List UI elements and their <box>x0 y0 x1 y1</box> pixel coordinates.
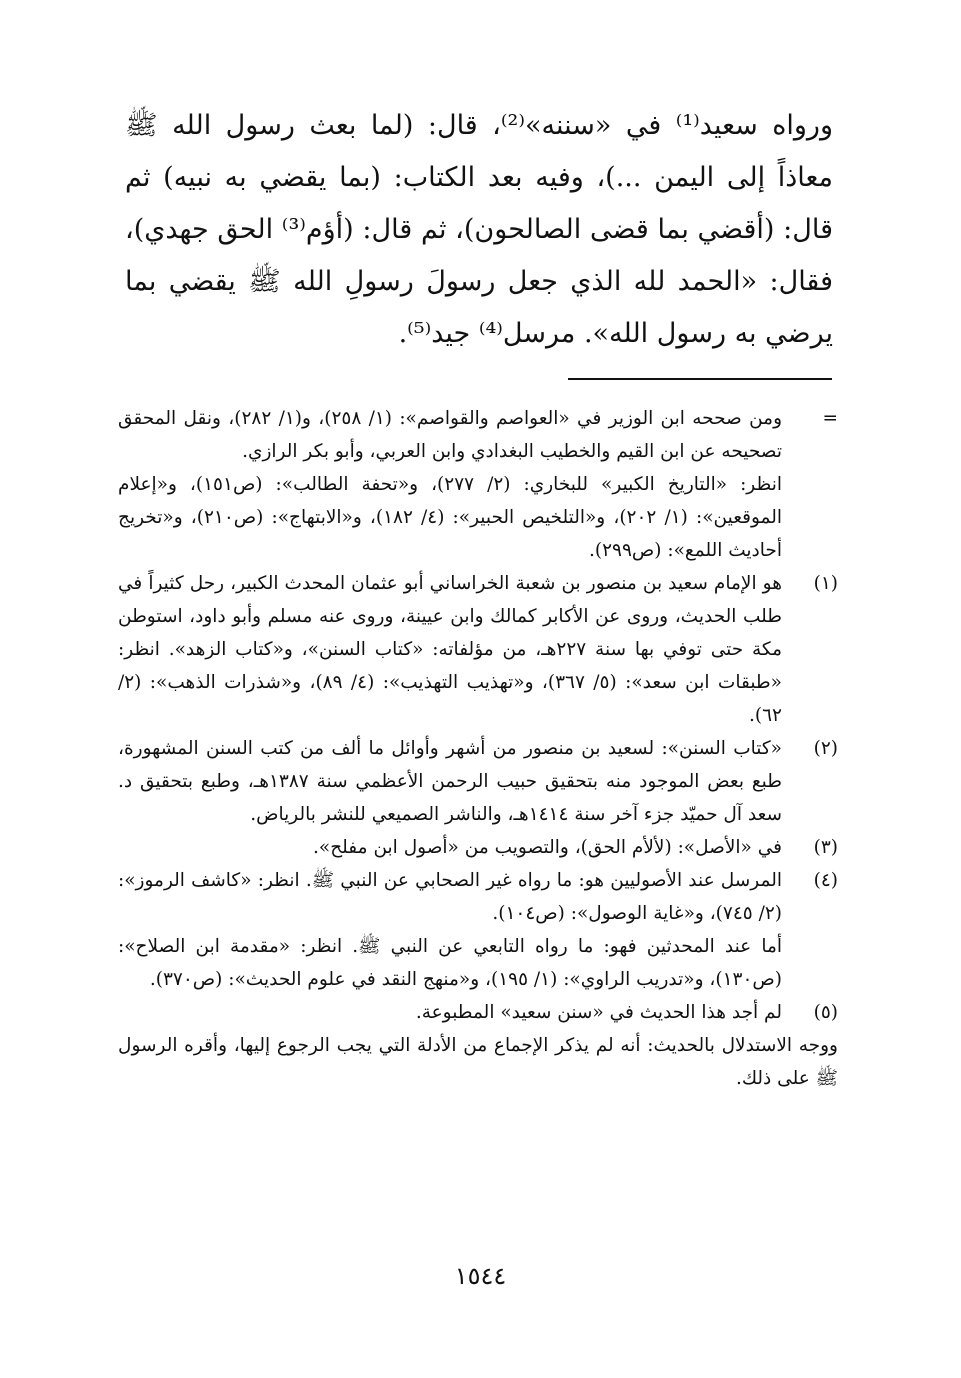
footnote-paragraph: ومن صححه ابن الوزير في «العواصم والقواصم»: (١/ ٢٥٨)، و(١/ ٢٨٢)، ونقل المحقق تصحيحه عن ابن القيم والخطيب البغدادي وابن العربي، وأبو بكر الرازي. <box>118 408 782 462</box>
main-body-text <box>125 100 833 360</box>
footnote-mark: (١) <box>813 573 838 594</box>
footnote-mark: = <box>822 408 838 429</box>
footnote-mark: (٣) <box>813 837 838 858</box>
footnote-paragraph: في «الأصل»: (لألأم الحق)، والتصويب من «أصول ابن مفلح». <box>313 837 782 858</box>
footnote-3 <box>118 831 838 864</box>
footnote-separator <box>568 378 832 380</box>
footnote-paragraph: المرسل عند الأصوليين هو: ما رواه غير الصحابي عن النبي ﷺ. انظر: «كاشف الرموز»: (٢/ ٧٤٥)، و«غاية الوصول»: (ص١٠٤). <box>118 870 782 924</box>
footnote-4 <box>118 864 838 996</box>
footnote-continued <box>118 402 838 567</box>
footnote-paragraph: «كتاب السنن»: لسعيد بن منصور من أشهر وأوائل ما ألف من كتب السنن المشهورة، طبع بعض الموجود منه بتحقيق حبيب الرحمن الأعظمي سنة ١٣٨٧هـ، وطبع بتحقيق د. سعد آل حميّد جزء آخر سنة ١٤١٤هـ، والناشر الصميعي للنشر بالرياض. <box>118 738 782 825</box>
footnote-1 <box>118 567 838 732</box>
closing-note: ووجه الاستدلال بالحديث: أنه لم يذكر الإجماع من الأدلة التي يجب الرجوع إليها، وأقره الرسول ﷺ على ذلك. <box>118 1035 838 1089</box>
footnote-mark: (٤) <box>813 870 838 891</box>
footnote-5 <box>118 996 838 1029</box>
footnote-paragraph: هو الإمام سعيد بن منصور بن شعبة الخراساني أبو عثمان المحدث الكبير، رحل كثيراً في طلب الحديث، وروى عن الأكابر كمالك وابن عيينة، وروى عنه مسلم وأبو داود، استوطن مكة حتى توفي بها سنة ٢٢٧هـ، من مؤلفاته: «كتاب السنن»، و«كتاب الزهد». انظر: «طبقات ابن سعد»: (٥/ ٣٦٧)، و«تهذيب التهذيب»: (٤/ ٨٩)، و«شذرات الذهب»: (٢/ ٦٢). <box>118 573 782 726</box>
footnote-mark: (٥) <box>813 1002 838 1023</box>
footnote-paragraph: أما عند المحدثين فهو: ما رواه التابعي عن النبي ﷺ. انظر: «مقدمة ابن الصلاح»: (ص١٣٠)، و«تدريب الراوي»: (١/ ١٩٥)، و«منهج النقد في علوم الحديث»: (ص٣٧٠). <box>118 936 782 990</box>
main-paragraph: ورواه سعيد⁽¹⁾ في «سننه»⁽²⁾، قال: (لما بعث رسول الله ﷺ معاذاً إلى اليمن ...)، وفيه بعد الكتاب: (بما يقضي به نبيه) ثم قال: (أقضي بما قضى الصالحون)، ثم قال: (أؤم⁽³⁾ الحق جهدي)، فقال: «الحمد لله الذي جعل رسولَ رسولِ الله ﷺ يقضي بما يرضي به رسول الله». مرسل⁽⁴⁾ جيد⁽⁵⁾. <box>125 110 833 349</box>
footnote-mark: (٢) <box>813 738 838 759</box>
page-number: ١٥٤٤ <box>454 1262 507 1290</box>
footnote-paragraph: لم أجد هذا الحديث في «سنن سعيد» المطبوعة. <box>415 1002 782 1023</box>
footnote-paragraph: انظر: «التاريخ الكبير» للبخاري: (٢/ ٢٧٧)، و«تحفة الطالب»: (ص١٥١)، و«إعلام الموقعين»: (١/ ٢٠٢)، و«التلخيص الحبير»: (٤/ ١٨٢)، و«الابتهاج»: (ص٢١٠)، و«تخريج أحاديث اللمع»: (ص٢٩٩). <box>118 474 783 561</box>
footnotes <box>118 402 838 1095</box>
footnote-2 <box>118 732 838 831</box>
